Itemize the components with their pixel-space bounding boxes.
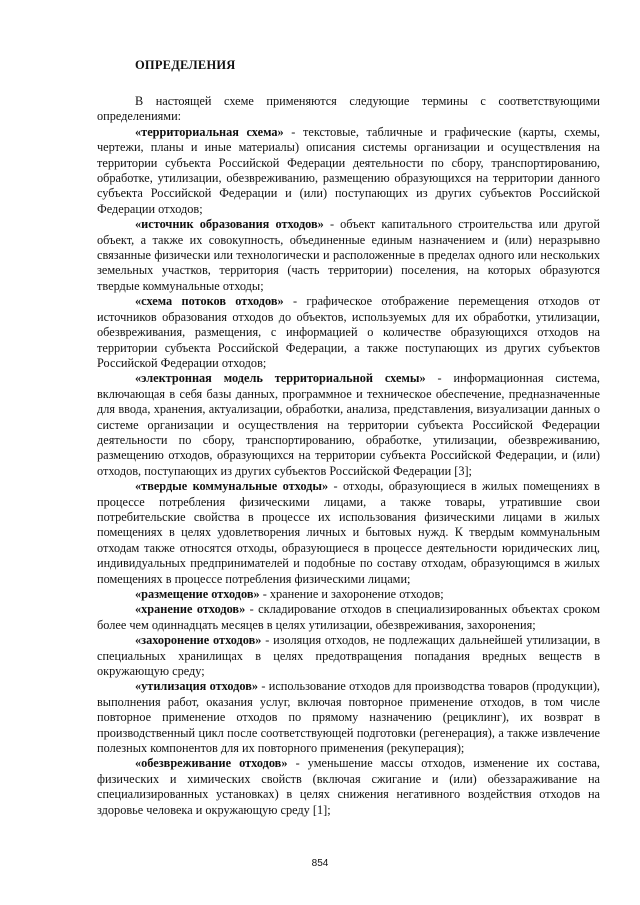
definition-term: «утилизация отходов»: [135, 679, 259, 694]
definition-paragraph: [97, 217, 600, 294]
definition-text: - изоляция отходов, не подлежащих дальнейшей утилизации, в специальных хранилищах в целях предотвращения попадания вредных веществ в окружающую среду;: [97, 633, 601, 679]
definition-text: - складирование отходов в специализированных объектах сроком более чем одиннадцать месяцев в целях утилизации, обезвреживания, захоронения;: [97, 602, 600, 632]
definition-paragraph: [97, 602, 600, 633]
definition-text: - уменьшение массы отходов, изменение их состава, физических и химических свойств (включая сжигание и (или) обеззараживание на специализированных установках) в целях снижения негативного воздействия отходов на здоровье человека и окружающую среду [1];: [97, 756, 601, 817]
definition-term: «источник образования отходов»: [135, 217, 324, 232]
definition-term: «размещение отходов»: [135, 587, 260, 601]
section-heading: ОПРЕДЕЛЕНИЯ: [135, 58, 236, 72]
definition-paragraph: [97, 633, 600, 679]
definition-paragraph: [97, 125, 600, 217]
definition-paragraph: [97, 756, 600, 818]
intro-paragraph: В настоящей схеме применяются следующие термины с соответствующими определениями:: [97, 94, 600, 124]
definition-text: - объект капитального строительства или другой объект, а также их совокупность, объединенные единым назначением и (или) неразрывно связанные физически или технологически и расположенные в пределах одного или нескольких земельных участков, территория (часть территории) поселения, на которых образуются твердые коммунальные отходы;: [97, 217, 600, 293]
definition-paragraph: [97, 587, 600, 602]
definition-term: «захоронение отходов»: [135, 633, 262, 648]
definition-term: «схема потоков отходов»: [135, 294, 284, 309]
definition-paragraph: [97, 294, 600, 371]
definition-text: - использование отходов для производства товаров (продукции), выполнения работ, оказания услуг, включая повторное применение отходов, в том числе повторное применение отходов по прямому назначению (рециклинг), их возврат в производственный цикл после соответствующей подготовки (регенерация), а также извлечение полезных компонентов для их повторного применения (рекуперация);: [97, 679, 601, 756]
definition-text: - информационная система, включающая в себя базы данных, программное и техническое обеспечение, предназначенные для ввода, хранения, актуализации, обработки, анализа, представления, визуализации данных о системе организации и осуществления на территории субъекта Российской Федерации деятельности по сбору, транспортированию, обработке, утилизации, обезвреживанию, размещению отходов, образующихся на территории субъекта Российской Федерации, и (или) отходов, поступающих из других субъектов Российской Федерации [3];: [97, 371, 600, 478]
definition-paragraph: [97, 679, 600, 756]
definition-paragraph: [97, 371, 600, 479]
definition-text: - отходы, образующиеся в жилых помещениях в процессе потребления физическими лицами, а также товары, утратившие свои потребительские свойства в процессе их использования физическими лицами в жилых помещениях в целях удовлетворения личных и бытовых нужд. К твердым коммунальным отходам также относятся отходы, образующиеся в процессе деятельности юридических лиц, индивидуальных предпринимателей и подобные по составу отходам, образующимся в жилых помещениях в процессе потребления физическими лицами;: [97, 479, 600, 586]
definition-term: «территориальная схема»: [135, 124, 284, 139]
definition-term: «хранение отходов»: [135, 602, 246, 617]
definition-term: «твердые коммунальные отходы»: [135, 479, 329, 494]
definition-text: - текстовые, табличные и графические (карты, схемы, чертежи, планы и иные материалы) описания системы организации и осуществления на территории субъекта Российской Федерации деятельности по сбору, транспортированию, обработке, утилизации, обезвреживанию, размещению образующихся на территории данного субъекта Российской Федерации и (или) поступающих из других субъектов Российской Федерации отходов;: [97, 124, 600, 216]
definitions-body: [97, 94, 600, 818]
page-number: 854: [311, 858, 329, 869]
definitions-list: [97, 125, 600, 818]
definition-text: - графическое отображение перемещения отходов от источников образования отходов до объектов, используемых для их обработки, утилизации, обезвреживания, размещения, с информацией о количестве образующихся отходов на территории субъекта Российской Федерации, а также поступающих из других субъектов Российской Федерации отходов;: [97, 294, 600, 370]
definition-paragraph: [97, 479, 600, 587]
definition-term: «обезвреживание отходов»: [135, 756, 288, 771]
definition-term: «электронная модель территориальной схемы»: [135, 371, 426, 386]
definition-text: - хранение и захоронение отходов;: [259, 587, 444, 601]
